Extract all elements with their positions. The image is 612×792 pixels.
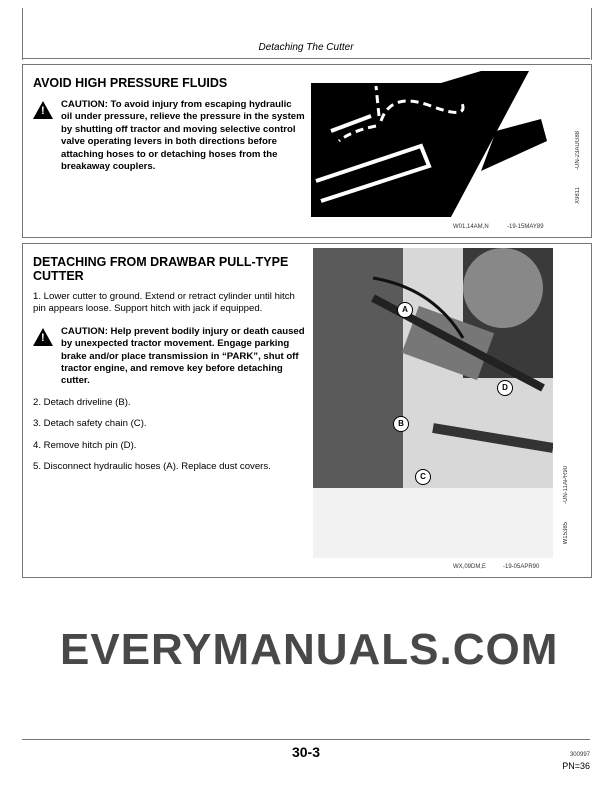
section-heading: DETACHING FROM DRAWBAR PULL-TYPE CUTTER: [33, 255, 289, 283]
warning-icon: !: [33, 101, 53, 119]
pn-number: PN=36: [562, 761, 590, 771]
page-number: 30-3: [291, 744, 321, 760]
image-code: -UN-23AUG88: [575, 131, 581, 171]
section-heading: AVOID HIGH PRESSURE FLUIDS: [33, 76, 228, 90]
caution-text: CAUTION: Help prevent bodily injury or death caused by unexpected tractor movement. Engage parking brake and/or place transmission in “PARK”, shut off tractor engine, and remove key before detaching cutter.: [61, 325, 305, 387]
section-high-pressure: [22, 64, 592, 238]
doc-code: 300997: [569, 752, 590, 758]
running-header: Detaching The Cutter: [258, 42, 354, 53]
step-1: 1. Lower cutter to ground. Extend or retract cylinder until hitch pin appears loose. Support hitch with jack if equipped.: [33, 291, 295, 315]
watermark: EVERYMANUALS.COM: [60, 625, 559, 674]
step-2: 2. Detach driveline (B).: [33, 396, 131, 408]
tractor-hitch-photo: [313, 248, 553, 558]
text-column: [33, 255, 305, 473]
callout-c: C: [415, 469, 431, 485]
text-column: [33, 76, 305, 173]
header-divider: [22, 58, 590, 59]
footer-divider: [22, 739, 590, 740]
step-4: 4. Remove hitch pin (D).: [33, 439, 137, 451]
ref-date: -19-05APR90: [503, 564, 540, 570]
step-3: 3. Detach safety chain (C).: [33, 418, 147, 430]
ref-code: WX,09DM,E: [453, 564, 487, 570]
high-pressure-fluid-illustration: [311, 71, 561, 217]
warning-icon: !: [33, 328, 53, 346]
image-code: -UN-11APR90: [563, 466, 569, 504]
image-id: X9811: [575, 187, 581, 204]
image-id: W15385: [563, 522, 569, 545]
caution-text: CAUTION: To avoid injury from escaping hydraulic oil under pressure, relieve the pressure in the system by shutting off tractor and moving selective control valve operating levers in both directions before attaching hoses to or detaching hoses from the breakaway couplers.: [61, 99, 305, 173]
caution-block: [33, 99, 305, 173]
section-detaching: [22, 243, 592, 578]
callout-a: A: [397, 302, 413, 318]
caution-block: [33, 326, 305, 388]
callout-d: D: [497, 380, 513, 396]
step-5: 5. Disconnect hydraulic hoses (A). Replace dust covers.: [33, 461, 271, 473]
ref-date: -19-15MAY89: [507, 224, 544, 230]
ref-code: W01,14AM,N: [453, 224, 489, 230]
callout-b: B: [393, 416, 409, 432]
